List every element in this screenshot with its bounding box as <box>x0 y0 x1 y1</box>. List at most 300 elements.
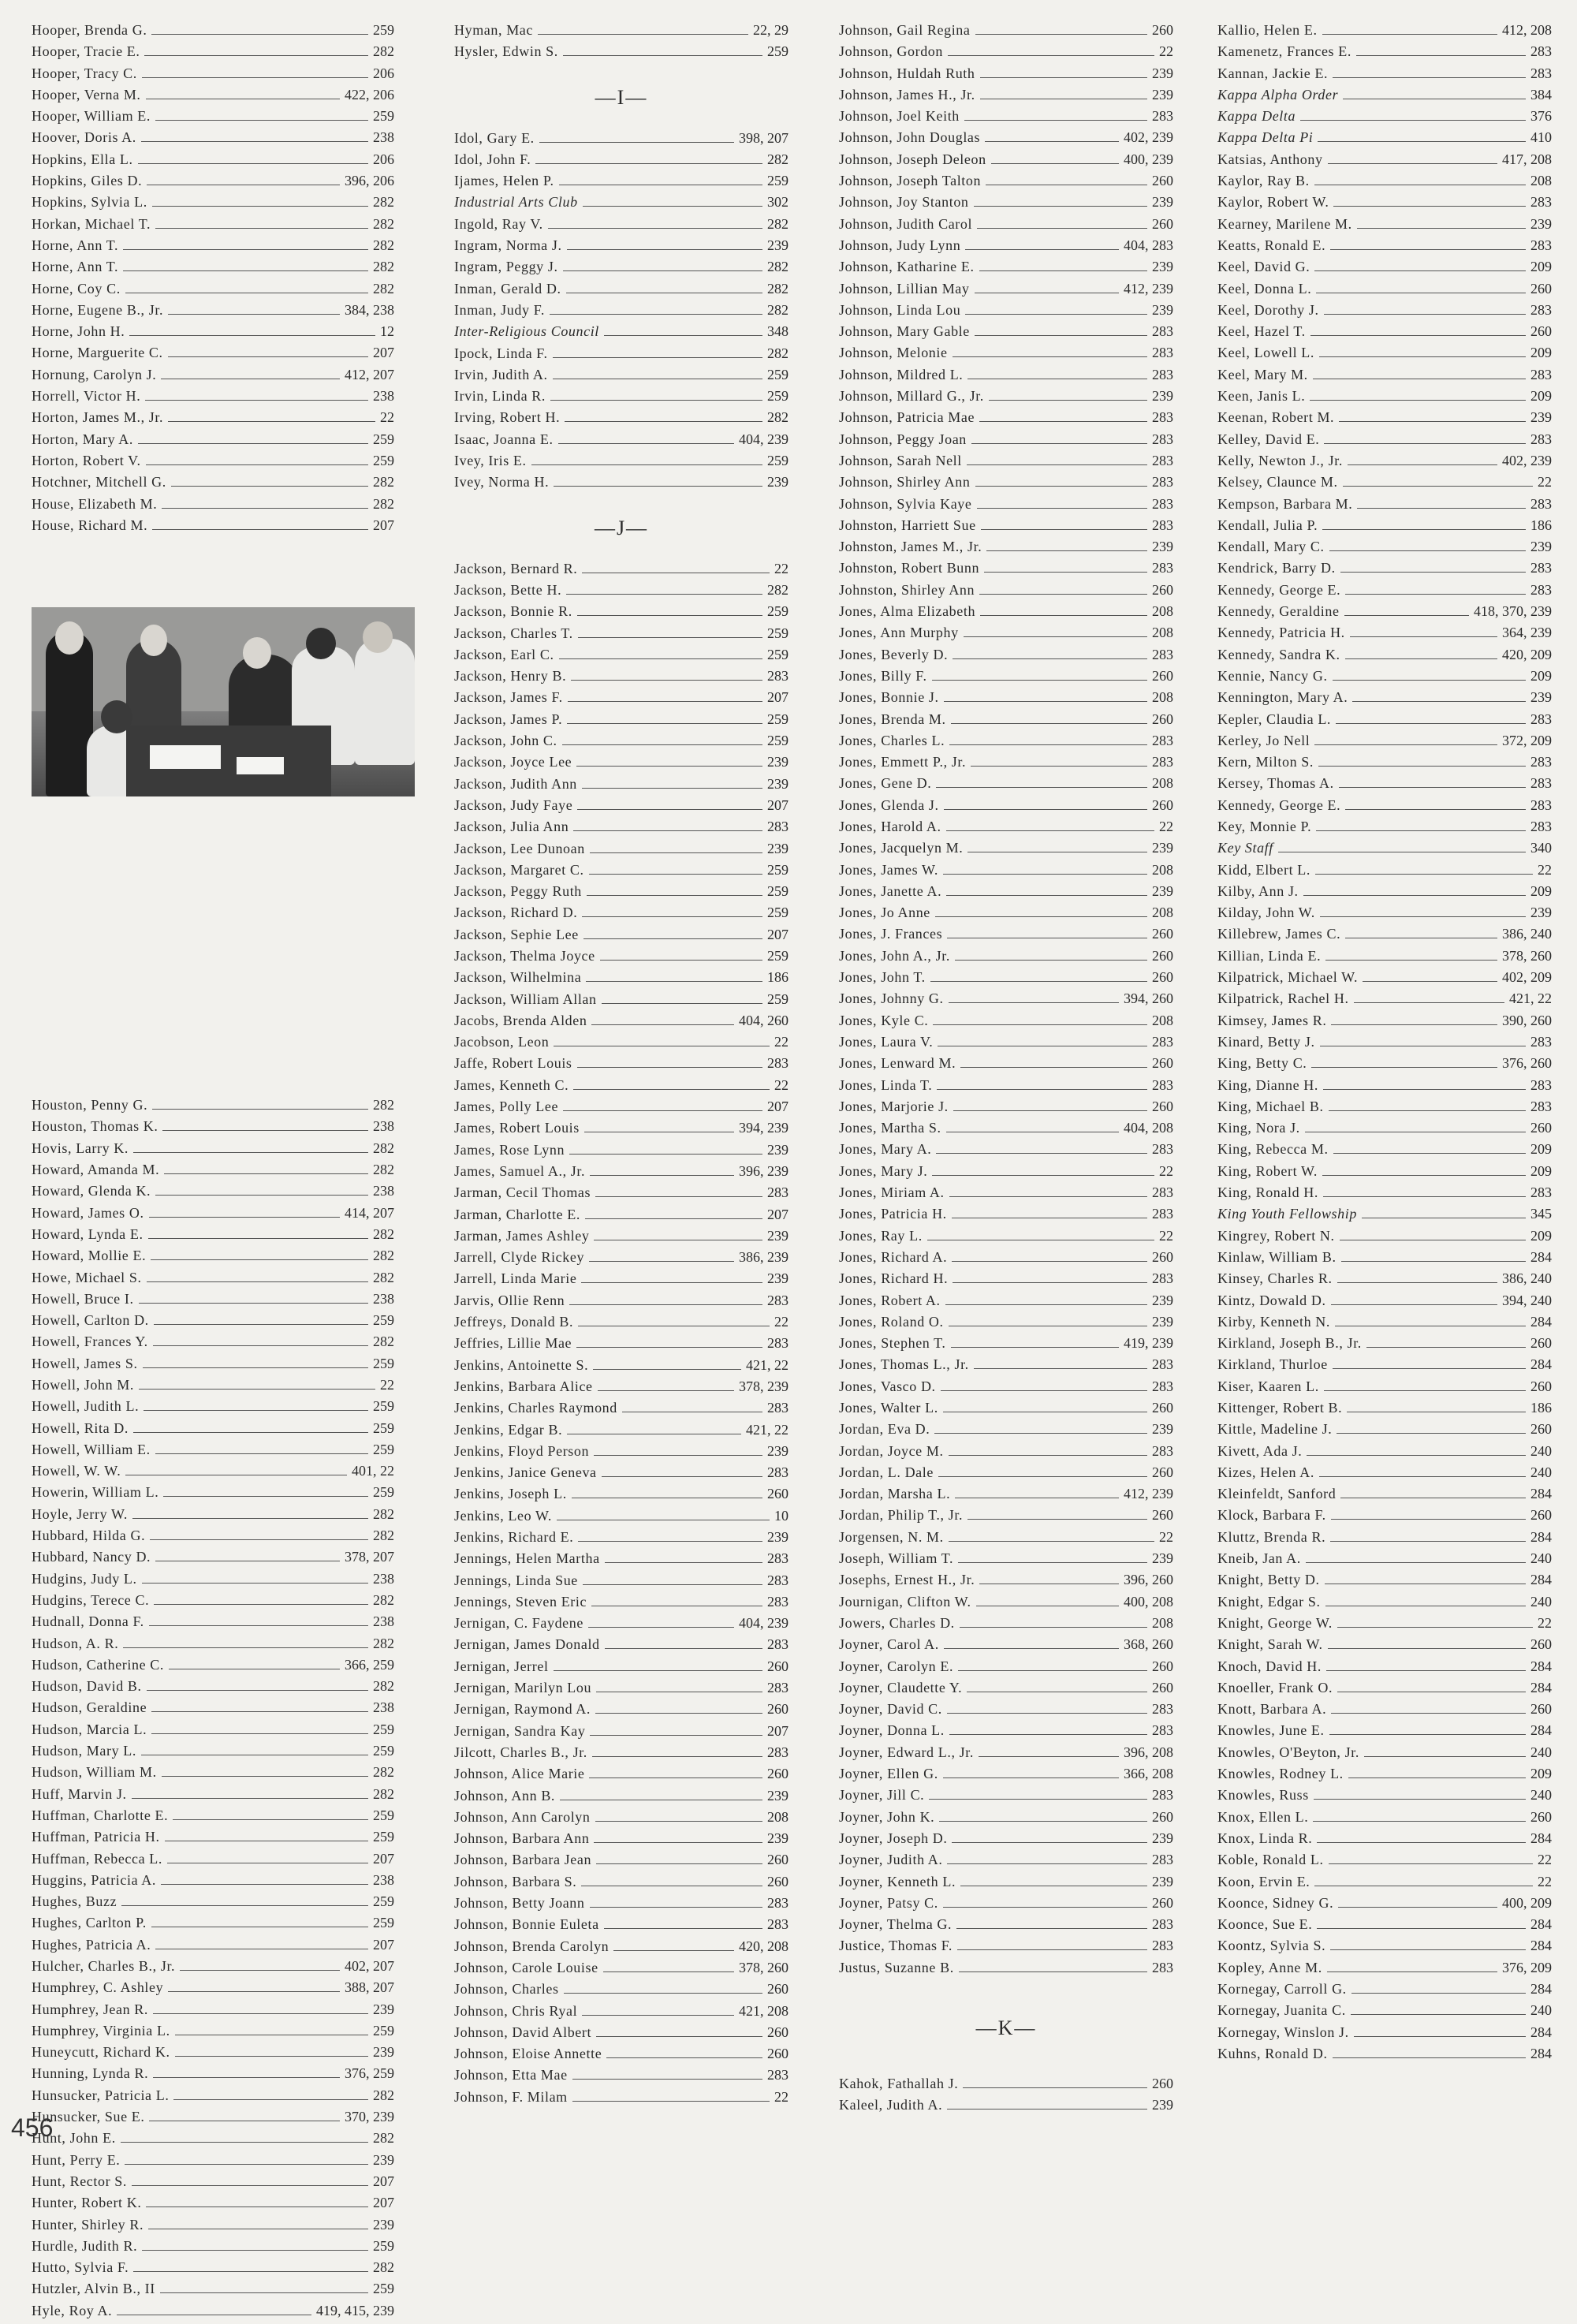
dot-leader <box>583 938 762 939</box>
dot-leader <box>133 2271 368 2272</box>
entry-name: Jackson, Sephie Lee <box>454 926 579 942</box>
dot-leader <box>953 1282 1147 1283</box>
entry-pages: 259 <box>767 990 788 1007</box>
index-entry <box>1217 431 1552 453</box>
entry-pages: 260 <box>1152 173 1173 189</box>
index-entry <box>1217 216 1552 237</box>
entry-name: Horton, Robert V. <box>32 452 141 468</box>
entry-pages: 404, 283 <box>1124 237 1173 253</box>
dot-leader <box>930 981 1147 982</box>
dot-leader <box>1333 206 1526 207</box>
entry-pages: 209 <box>1530 1162 1552 1179</box>
entry-pages: 207 <box>373 2195 394 2211</box>
entry-pages: 239 <box>1152 882 1173 899</box>
index-entry <box>454 711 788 733</box>
entry-pages: 283 <box>1152 754 1173 770</box>
entry-name: Jones, Richard A. <box>839 1248 948 1265</box>
entry-name: Jackson, Charles T. <box>454 625 573 641</box>
entry-pages: 260 <box>1530 1636 1552 1653</box>
entry-name: Jarman, Charlotte E. <box>454 1206 580 1222</box>
entry-name: Jones, John A., Jr. <box>839 947 950 964</box>
dot-leader <box>1314 270 1526 271</box>
index-entry <box>454 1615 788 1636</box>
index-entry <box>1217 517 1552 539</box>
entry-pages: 283 <box>1530 65 1552 81</box>
entry-pages: 282 <box>373 1635 394 1651</box>
dot-leader <box>1357 508 1526 509</box>
index-entry <box>839 237 1173 259</box>
entry-name: Idol, John F. <box>454 151 531 167</box>
entry-name: Irving, Robert H. <box>454 409 561 426</box>
dot-leader <box>173 2099 368 2100</box>
dot-leader <box>1336 723 1526 724</box>
entry-name: Horne, Ann T. <box>32 237 119 253</box>
entry-name: King, Betty C. <box>1217 1055 1307 1072</box>
entry-name: Kivett, Ada J. <box>1217 1442 1303 1459</box>
entry-name: Ingold, Ray V. <box>454 215 543 232</box>
index-entry <box>454 1874 788 1895</box>
entry-pages: 239 <box>1152 86 1173 103</box>
entry-name: Kornegay, Carroll G. <box>1217 1981 1347 1998</box>
entry-pages: 282 <box>373 1528 394 1544</box>
index-entry <box>32 474 394 495</box>
entry-name: Jackson, Earl C. <box>454 646 554 662</box>
index-entry <box>839 1787 1173 1808</box>
index-entry <box>1217 1141 1552 1162</box>
entry-name: Hysler, Edwin S. <box>454 43 558 60</box>
entry-name: Jennings, Steven Eric <box>454 1593 587 1610</box>
index-entry <box>839 345 1173 366</box>
entry-name: Jones, Stephen T. <box>839 1335 946 1352</box>
dot-leader <box>595 1196 762 1197</box>
index-entry <box>32 1743 394 1764</box>
entry-name: Knight, Edgar S. <box>1217 1593 1321 1610</box>
entry-pages: 396, 260 <box>1124 1572 1173 1588</box>
entry-pages: 283 <box>767 1916 788 1933</box>
dot-leader <box>1322 34 1497 35</box>
entry-pages: 240 <box>1530 1550 1552 1567</box>
index-entry <box>839 259 1173 280</box>
entry-name: Jones, Lenward M. <box>839 1055 956 1072</box>
entry-pages: 260 <box>767 1981 788 1998</box>
dot-leader <box>567 723 762 724</box>
index-entry <box>839 1034 1173 1055</box>
entry-name: Horrell, Victor H. <box>32 388 141 405</box>
dot-leader <box>1324 1390 1526 1391</box>
index-entry <box>32 1893 394 1915</box>
entry-name: Jernigan, Jerrel <box>454 1658 549 1674</box>
dot-leader <box>1317 1928 1526 1929</box>
entry-pages: 260 <box>1152 1248 1173 1265</box>
entry-pages: 259 <box>767 625 788 641</box>
index-entry <box>32 409 394 431</box>
entry-name: Johnson, Etta Mae <box>454 2067 568 2083</box>
entry-name: Horne, Coy C. <box>32 280 121 297</box>
index-entry <box>1217 237 1552 259</box>
entry-name: Johnson, Mildred L. <box>839 366 964 382</box>
index-entry <box>839 1809 1173 1830</box>
entry-pages: 206 <box>373 151 394 167</box>
entry-pages: 239 <box>1152 1873 1173 1889</box>
entry-name: Hopkins, Giles D. <box>32 173 143 189</box>
entry-pages: 260 <box>1530 1120 1552 1136</box>
dot-leader <box>573 830 762 831</box>
index-entry <box>1217 1722 1552 1744</box>
entry-pages: 283 <box>1152 323 1173 340</box>
dot-leader <box>947 1863 1147 1864</box>
entry-name: Johnson, Joy Stanton <box>839 194 969 211</box>
entry-name: Jeffries, Lillie Mae <box>454 1335 572 1352</box>
dot-leader <box>581 1282 762 1283</box>
entry-name: Hughes, Buzz <box>32 1893 117 1910</box>
entry-pages: 207 <box>767 1722 788 1739</box>
dot-leader <box>147 1281 368 1282</box>
entry-pages: 340 <box>1530 840 1552 856</box>
index-entry <box>454 905 788 926</box>
dot-leader <box>979 421 1147 422</box>
entry-pages: 239 <box>1152 194 1173 211</box>
dot-leader <box>598 1390 734 1391</box>
entry-pages: 22 <box>774 560 788 576</box>
entry-name: Johnson, Brenda Carolyn <box>454 1938 610 1954</box>
index-entry <box>454 1960 788 1981</box>
entry-pages: 412, 239 <box>1124 1486 1173 1502</box>
entry-pages: 209 <box>1530 1766 1552 1782</box>
dot-leader <box>121 2142 368 2143</box>
index-entry <box>1217 840 1552 861</box>
dot-leader <box>602 1003 762 1004</box>
dot-leader <box>154 1604 368 1605</box>
entry-name: Johnson, Melonie <box>839 345 948 361</box>
index-entry <box>32 1506 394 1528</box>
entry-name: Johnson, Katharine E. <box>839 259 975 275</box>
index-entry <box>839 1228 1173 1249</box>
dot-leader <box>934 1433 1147 1434</box>
dot-leader <box>153 2077 340 2078</box>
entry-pages: 209 <box>1530 667 1552 684</box>
entry-pages: 283 <box>1152 345 1173 361</box>
dot-leader <box>1344 615 1469 616</box>
index-entry <box>839 1335 1173 1356</box>
entry-pages: 283 <box>1152 1378 1173 1394</box>
index-entry <box>454 948 788 969</box>
entry-pages: 402, 207 <box>345 1958 394 1974</box>
entry-name: Kelsey, Claunce M. <box>1217 474 1338 491</box>
entry-name: Hunning, Lynda R. <box>32 2065 149 2082</box>
entry-name: James, Kenneth C. <box>454 1076 569 1093</box>
dot-leader <box>155 228 368 229</box>
dot-leader <box>979 594 1147 595</box>
entry-name: Jones, Thomas L., Jr. <box>839 1356 969 1373</box>
dot-leader <box>138 443 368 444</box>
entry-pages: 283 <box>1152 1959 1173 1975</box>
dot-leader <box>944 809 1147 810</box>
index-entry <box>32 1442 394 1463</box>
dot-leader <box>595 1821 762 1822</box>
entry-name: Killebrew, James C. <box>1217 926 1341 942</box>
dot-leader <box>585 1218 762 1219</box>
dot-leader <box>1329 1863 1533 1864</box>
entry-pages: 366, 259 <box>345 1656 394 1673</box>
entry-name: Josephs, Ernest H., Jr. <box>839 1572 975 1588</box>
entry-pages: 238 <box>373 1183 394 1199</box>
entry-pages: 22 <box>1159 1162 1173 1179</box>
entry-name: Jones, Charles L. <box>839 732 945 748</box>
index-entry <box>839 754 1173 775</box>
dot-leader <box>596 1863 762 1864</box>
entry-pages: 412, 207 <box>345 366 394 382</box>
index-entry <box>839 1658 1173 1680</box>
entry-name: Jones, Bonnie J. <box>839 689 939 706</box>
entry-pages: 239 <box>373 2044 394 2061</box>
entry-name: Keel, Hazel T. <box>1217 323 1306 340</box>
index-entry <box>1217 151 1552 173</box>
entry-pages: 260 <box>767 1701 788 1718</box>
index-entry <box>1217 2046 1552 2067</box>
entry-name: Jordan, L. Dale <box>839 1464 934 1480</box>
dot-leader <box>967 464 1147 465</box>
dot-leader <box>1354 2036 1526 2037</box>
entry-pages: 239 <box>1530 539 1552 555</box>
index-entry <box>32 2152 394 2173</box>
dot-leader <box>1343 486 1533 487</box>
entry-name: Johnson, Joel Keith <box>839 108 960 125</box>
index-entry <box>454 1938 788 1960</box>
entry-pages: 238 <box>373 129 394 146</box>
dot-leader <box>1363 981 1497 982</box>
index-entry <box>454 1142 788 1163</box>
entry-pages: 239 <box>767 754 788 770</box>
dot-leader <box>590 1175 734 1176</box>
entry-name: Kinsey, Charles R. <box>1217 1270 1333 1287</box>
entry-pages: 260 <box>1152 1507 1173 1524</box>
entry-name: Knowles, June E. <box>1217 1722 1325 1739</box>
dot-leader <box>1331 1519 1526 1520</box>
dot-leader <box>163 1496 368 1497</box>
entry-name: Huffman, Charlotte E. <box>32 1807 169 1823</box>
index-entry <box>454 2003 788 2024</box>
entry-name: Kendrick, Barry D. <box>1217 560 1336 576</box>
entry-name: Kimsey, James R. <box>1217 1012 1327 1028</box>
dot-leader <box>590 852 762 853</box>
index-entry <box>1217 1550 1552 1572</box>
index-entry <box>839 281 1173 302</box>
index-entry <box>1217 1293 1552 1314</box>
entry-name: Jackson, Bonnie R. <box>454 603 572 620</box>
entry-name: Humphrey, C. Ashley <box>32 1979 164 1996</box>
dot-leader <box>562 744 762 745</box>
entry-name: Kennedy, George E. <box>1217 796 1341 813</box>
entry-pages: 284 <box>1530 1658 1552 1674</box>
entry-name: Jones, Linda T. <box>839 1076 933 1093</box>
dot-leader <box>946 830 1154 831</box>
index-entry <box>1217 1680 1552 1701</box>
entry-name: Jenkins, Antoinette S. <box>454 1356 589 1373</box>
entry-name: Kaylor, Robert W. <box>1217 194 1329 211</box>
entry-name: Koonce, Sidney G. <box>1217 1894 1334 1911</box>
dot-leader <box>929 1799 1147 1800</box>
entry-pages: 283 <box>1152 1033 1173 1050</box>
index-entry <box>1217 1852 1552 1873</box>
index-entry <box>454 1034 788 1055</box>
entry-name: Inman, Judy F. <box>454 301 545 318</box>
entry-name: Knowles, Russ <box>1217 1787 1309 1804</box>
dot-leader <box>1340 572 1526 573</box>
entry-name: Johnson, Huldah Ruth <box>839 65 975 81</box>
entry-pages: 260 <box>1152 22 1173 38</box>
index-entry <box>839 990 1173 1012</box>
dot-leader <box>952 1842 1147 1843</box>
index-entry <box>454 1508 788 1529</box>
index-entry <box>454 1852 788 1873</box>
index-entry <box>1217 1163 1552 1184</box>
index-entry <box>839 1443 1173 1464</box>
entry-pages: 208 <box>1152 775 1173 792</box>
entry-pages: 259 <box>767 947 788 964</box>
entry-pages: 22 <box>1538 474 1552 491</box>
entry-pages: 283 <box>1152 1141 1173 1158</box>
dot-leader <box>152 206 368 207</box>
entry-name: Jones, Robert A. <box>839 1292 941 1308</box>
entry-pages: 239 <box>1152 1550 1173 1567</box>
entry-name: Keenan, Robert M. <box>1217 409 1335 426</box>
entry-pages: 260 <box>1152 796 1173 813</box>
entry-pages: 22 <box>1538 1873 1552 1889</box>
entry-name: Hughes, Carlton P. <box>32 1915 147 1931</box>
dot-leader <box>1352 701 1526 702</box>
entry-name: Jones, Janette A. <box>839 882 942 899</box>
index-entry <box>839 1722 1173 1744</box>
entry-pages: 283 <box>1530 194 1552 211</box>
entry-pages: 22 <box>774 1314 788 1330</box>
index-entry <box>32 1291 394 1312</box>
dot-leader <box>958 1670 1147 1671</box>
dot-leader <box>154 1324 368 1325</box>
entry-pages: 283 <box>767 1744 788 1760</box>
entry-pages: 260 <box>767 2046 788 2062</box>
dot-leader <box>144 1410 368 1411</box>
entry-name: Kittle, Madeline J. <box>1217 1421 1333 1438</box>
dot-leader <box>132 1798 368 1799</box>
index-entry <box>454 1120 788 1141</box>
index-entry <box>1217 990 1552 1012</box>
entry-name: Keel, Dorothy J. <box>1217 301 1319 318</box>
entry-pages: 282 <box>373 259 394 275</box>
entry-pages: 394, 260 <box>1124 990 1173 1007</box>
entry-name: Jacobson, Leon <box>454 1034 550 1050</box>
index-entry <box>839 625 1173 646</box>
entry-name: Joyner, Kenneth L. <box>839 1873 956 1889</box>
index-entry <box>1217 87 1552 108</box>
entry-name: Johnson, Ann B. <box>454 1787 556 1804</box>
entry-pages: 239 <box>373 2001 394 2017</box>
entry-pages: 376, 209 <box>1502 1959 1552 1975</box>
entry-pages: 283 <box>1530 1184 1552 1201</box>
entry-pages: 283 <box>1152 1442 1173 1459</box>
entry-name: Huffman, Patricia H. <box>32 1829 160 1845</box>
index-entry <box>839 151 1173 173</box>
index-entry <box>1217 302 1552 323</box>
index-entry <box>454 173 788 194</box>
index-entry <box>839 1895 1173 1916</box>
dot-leader <box>1341 1261 1526 1262</box>
entry-name: Kornegay, Juanita C. <box>1217 2002 1346 2019</box>
dot-leader <box>975 486 1147 487</box>
index-entry <box>1217 1594 1552 1615</box>
index-entry <box>1217 345 1552 366</box>
dot-leader <box>1325 960 1497 961</box>
dot-leader <box>149 1625 368 1626</box>
entry-name: Kennington, Mary A. <box>1217 689 1348 706</box>
entry-name: Justice, Thomas F. <box>839 1938 953 1954</box>
entry-name: Kendall, Mary C. <box>1217 539 1325 555</box>
dot-leader <box>563 1110 762 1111</box>
dot-leader <box>1364 1756 1526 1757</box>
entry-pages: 283 <box>1530 495 1552 512</box>
index-entry <box>454 603 788 625</box>
entry-name: Knoch, David H. <box>1217 1658 1322 1674</box>
entry-name: Jackson, Bernard R. <box>454 560 578 576</box>
entry-pages: 348 <box>767 323 788 340</box>
entry-pages: 207 <box>373 345 394 361</box>
index-entry <box>454 474 788 495</box>
entry-pages: 260 <box>1152 1808 1173 1825</box>
entry-name: Kintz, Dowald D. <box>1217 1292 1326 1308</box>
index-entry <box>32 2044 394 2065</box>
dot-leader <box>1323 1196 1526 1197</box>
entry-name: Joyner, Thelma G. <box>839 1916 953 1933</box>
index-entry <box>839 43 1173 65</box>
entry-pages: 22 <box>774 2088 788 2105</box>
dot-leader <box>123 249 368 250</box>
entry-name: Hunt, Perry E. <box>32 2151 121 2168</box>
entry-name: Jenkins, Charles Raymond <box>454 1400 617 1416</box>
index-entry <box>839 926 1173 947</box>
entry-name: Kneib, Jan A. <box>1217 1550 1301 1567</box>
index-entry <box>1217 560 1552 581</box>
dot-leader <box>977 508 1148 509</box>
entry-name: Jackson, Lee Dunoan <box>454 840 585 856</box>
entry-name: Jernigan, Marilyn Lou <box>454 1680 592 1696</box>
index-entry <box>32 1915 394 1936</box>
entry-name: Inter-Religious Council <box>454 323 599 340</box>
index-entry <box>839 1378 1173 1400</box>
entry-name: Houston, Thomas K. <box>32 1118 158 1135</box>
dot-leader <box>550 400 762 401</box>
dot-leader <box>146 464 368 465</box>
entry-pages: 240 <box>1530 1744 1552 1760</box>
entry-name: Jenkins, Edgar B. <box>454 1421 563 1438</box>
entry-pages: 239 <box>373 2216 394 2233</box>
entry-pages: 259 <box>373 431 394 447</box>
entry-pages: 259 <box>373 1355 394 1371</box>
entry-name: Kirkland, Thurloe <box>1217 1356 1328 1373</box>
entry-name: Ivey, Norma H. <box>454 474 550 491</box>
dot-leader <box>153 2013 368 2014</box>
index-entry <box>839 840 1173 861</box>
entry-pages: 412, 239 <box>1124 280 1173 297</box>
entry-pages: 260 <box>767 1658 788 1674</box>
entry-pages: 283 <box>1152 452 1173 468</box>
index-entry <box>32 1312 394 1334</box>
index-entry <box>454 1658 788 1680</box>
letter-heading: —J— <box>594 516 649 539</box>
entry-name: Keel, Lowell L. <box>1217 345 1314 361</box>
entry-name: Jackson, Margaret C. <box>454 861 584 878</box>
entry-pages: 260 <box>1152 215 1173 232</box>
index-entry <box>454 582 788 603</box>
index-entry <box>839 517 1173 539</box>
